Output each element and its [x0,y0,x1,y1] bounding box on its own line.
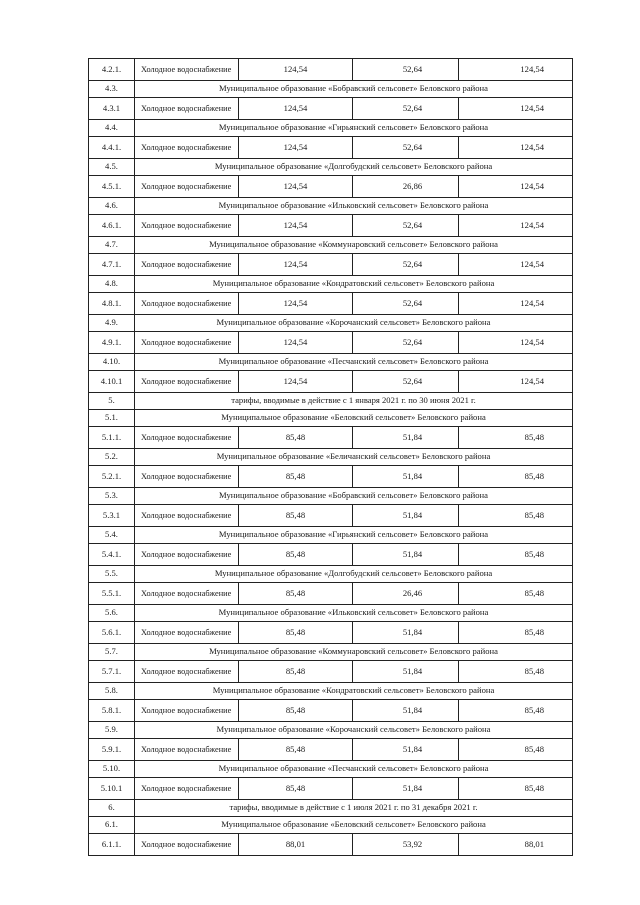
section-title: Муниципальное образование «Песчанский сельсовет» Беловского района [135,761,573,778]
service-name: Холодное водоснабжение [135,834,239,856]
section-title: Муниципальное образование «Беличанский сельсовет» Беловского района [135,449,573,466]
tariff-value-2: 51,84 [353,778,459,800]
row-number: 5.3.1 [89,505,135,527]
tariff-row [89,834,573,856]
service-name: Холодное водоснабжение [135,700,239,722]
tariff-value-2: 51,84 [353,427,459,449]
section-header-row [89,120,573,137]
row-number: 6.1.1. [89,834,135,856]
tariff-value-1: 85,48 [239,505,353,527]
service-name: Холодное водоснабжение [135,427,239,449]
tariff-row [89,293,573,315]
row-number: 4.5.1. [89,176,135,198]
row-number: 5.5.1. [89,583,135,605]
tariff-value-2: 51,84 [353,661,459,683]
row-number: 5.6.1. [89,622,135,644]
section-header-row [89,761,573,778]
row-number: 4.6. [89,198,135,215]
row-number: 4.10.1 [89,371,135,393]
tariff-value-2: 51,84 [353,739,459,761]
tariff-value-1: 124,54 [239,215,353,237]
row-number: 5. [89,393,135,410]
tariff-row [89,622,573,644]
tariff-value-1: 85,48 [239,778,353,800]
section-header-row [89,354,573,371]
tariff-value-1: 85,48 [239,544,353,566]
tariff-value-1: 88,01 [239,834,353,856]
tariff-row [89,254,573,276]
row-number: 5.10.1 [89,778,135,800]
tariff-value-2: 26,46 [353,583,459,605]
section-header-row [89,566,573,583]
tariff-value-2: 51,84 [353,700,459,722]
tariff-value-3: 124,54 [459,293,573,315]
tariff-value-2: 52,64 [353,254,459,276]
section-header-row [89,817,573,834]
tariff-value-2: 51,84 [353,544,459,566]
row-number: 4.8.1. [89,293,135,315]
tariff-value-3: 124,54 [459,137,573,159]
row-number: 4.3.1 [89,98,135,120]
tariff-value-3: 124,54 [459,332,573,354]
tariff-value-3: 85,48 [459,505,573,527]
section-header-row [89,410,573,427]
tariff-row [89,505,573,527]
tariff-value-2: 52,64 [353,137,459,159]
tariff-value-1: 85,48 [239,661,353,683]
tariff-row [89,700,573,722]
tariff-value-2: 26,86 [353,176,459,198]
service-name: Холодное водоснабжение [135,466,239,488]
tariff-value-3: 85,48 [459,544,573,566]
section-title: Муниципальное образование «Песчанский сельсовет» Беловского района [135,354,573,371]
tariff-value-3: 124,54 [459,59,573,81]
tariff-row [89,661,573,683]
tariff-value-1: 124,54 [239,137,353,159]
row-number: 5.7. [89,644,135,661]
tariff-row [89,544,573,566]
tariff-value-3: 85,48 [459,739,573,761]
tariff-value-3: 124,54 [459,176,573,198]
row-number: 5.4.1. [89,544,135,566]
section-header-row [89,393,573,410]
tariff-row [89,137,573,159]
section-title: Муниципальное образование «Коммунаровский сельсовет» Беловского района [135,644,573,661]
service-name: Холодное водоснабжение [135,137,239,159]
row-number: 5.6. [89,605,135,622]
row-number: 4.6.1. [89,215,135,237]
tariff-value-1: 124,54 [239,254,353,276]
row-number: 6. [89,800,135,817]
section-title: Муниципальное образование «Кондратовский сельсовет» Беловского района [135,683,573,700]
row-number: 4.7.1. [89,254,135,276]
row-number: 5.9.1. [89,739,135,761]
tariff-value-3: 85,48 [459,700,573,722]
tariff-value-1: 124,54 [239,176,353,198]
tariff-value-1: 85,48 [239,700,353,722]
service-name: Холодное водоснабжение [135,254,239,276]
tariff-value-2: 52,64 [353,293,459,315]
tariff-value-1: 124,54 [239,332,353,354]
row-number: 4.8. [89,276,135,293]
service-name: Холодное водоснабжение [135,332,239,354]
service-name: Холодное водоснабжение [135,176,239,198]
row-number: 4.5. [89,159,135,176]
section-title: Муниципальное образование «Бобравский сельсовет» Беловского района [135,81,573,98]
row-number: 5.2.1. [89,466,135,488]
tariff-row [89,215,573,237]
tariff-value-2: 52,64 [353,98,459,120]
tariff-value-1: 85,48 [239,739,353,761]
tariff-value-1: 85,48 [239,622,353,644]
row-number: 4.4.1. [89,137,135,159]
tariff-row [89,739,573,761]
section-title: Муниципальное образование «Долгобудский сельсовет» Беловского района [135,566,573,583]
tariff-row [89,176,573,198]
section-header-row [89,527,573,544]
document-page [88,58,572,856]
service-name: Холодное водоснабжение [135,371,239,393]
section-title: Муниципальное образование «Беловский сельсовет» Беловского района [135,817,573,834]
section-title: тарифы, вводимые в действие с 1 января 2021 г. по 30 июня 2021 г. [135,393,573,410]
tariff-value-1: 124,54 [239,98,353,120]
service-name: Холодное водоснабжение [135,739,239,761]
row-number: 6.1. [89,817,135,834]
service-name: Холодное водоснабжение [135,293,239,315]
tariff-value-3: 124,54 [459,98,573,120]
tariff-value-3: 85,48 [459,427,573,449]
service-name: Холодное водоснабжение [135,544,239,566]
row-number: 4.9.1. [89,332,135,354]
row-number: 5.10. [89,761,135,778]
service-name: Холодное водоснабжение [135,778,239,800]
section-header-row [89,488,573,505]
tariff-value-2: 52,64 [353,332,459,354]
tariff-value-1: 124,54 [239,293,353,315]
tariff-row [89,427,573,449]
tariff-value-3: 85,48 [459,661,573,683]
section-header-row [89,683,573,700]
tariff-row [89,466,573,488]
section-header-row [89,276,573,293]
tariff-row [89,98,573,120]
row-number: 5.1. [89,410,135,427]
row-number: 4.7. [89,237,135,254]
row-number: 4.10. [89,354,135,371]
tariff-value-1: 124,54 [239,59,353,81]
row-number: 5.3. [89,488,135,505]
section-header-row [89,800,573,817]
tariff-value-3: 124,54 [459,254,573,276]
row-number: 4.2.1. [89,59,135,81]
tariff-table-body [89,59,573,856]
row-number: 5.8. [89,683,135,700]
tariff-value-3: 85,48 [459,583,573,605]
section-title: Муниципальное образование «Ильковский сельсовет» Беловского района [135,198,573,215]
tariff-row [89,371,573,393]
tariff-value-2: 52,64 [353,371,459,393]
service-name: Холодное водоснабжение [135,98,239,120]
section-title: Муниципальное образование «Гирьянский сельсовет» Беловского района [135,120,573,137]
section-title: Муниципальное образование «Бобравский сельсовет» Беловского района [135,488,573,505]
service-name: Холодное водоснабжение [135,505,239,527]
row-number: 4.9. [89,315,135,332]
tariff-value-3: 124,54 [459,215,573,237]
section-header-row [89,159,573,176]
tariff-value-2: 51,84 [353,622,459,644]
section-header-row [89,315,573,332]
row-number: 4.4. [89,120,135,137]
tariff-row [89,778,573,800]
tariff-value-2: 53,92 [353,834,459,856]
tariff-value-1: 85,48 [239,427,353,449]
service-name: Холодное водоснабжение [135,215,239,237]
service-name: Холодное водоснабжение [135,583,239,605]
service-name: Холодное водоснабжение [135,59,239,81]
row-number: 5.2. [89,449,135,466]
tariff-row [89,583,573,605]
tariff-table [88,58,573,856]
tariff-value-3: 85,48 [459,622,573,644]
service-name: Холодное водоснабжение [135,622,239,644]
section-header-row [89,449,573,466]
section-header-row [89,644,573,661]
section-title: Муниципальное образование «Беловский сельсовет» Беловского района [135,410,573,427]
tariff-value-3: 85,48 [459,778,573,800]
row-number: 5.5. [89,566,135,583]
row-number: 5.9. [89,722,135,739]
tariff-value-1: 85,48 [239,466,353,488]
section-title: Муниципальное образование «Гирьянский сельсовет» Беловского района [135,527,573,544]
row-number: 5.4. [89,527,135,544]
tariff-row [89,59,573,81]
section-header-row [89,605,573,622]
section-header-row [89,722,573,739]
section-title: Муниципальное образование «Долгобудский сельсовет» Беловского района [135,159,573,176]
section-header-row [89,81,573,98]
tariff-value-2: 51,84 [353,466,459,488]
section-header-row [89,237,573,254]
section-header-row [89,198,573,215]
section-title: Муниципальное образование «Кондратовский сельсовет» Беловского района [135,276,573,293]
tariff-value-3: 85,48 [459,466,573,488]
section-title: Муниципальное образование «Корочанский сельсовет» Беловского района [135,722,573,739]
tariff-value-2: 51,84 [353,505,459,527]
tariff-value-1: 124,54 [239,371,353,393]
section-title: Муниципальное образование «Коммунаровский сельсовет» Беловского района [135,237,573,254]
tariff-value-3: 124,54 [459,371,573,393]
service-name: Холодное водоснабжение [135,661,239,683]
tariff-value-2: 52,64 [353,215,459,237]
section-title: тарифы, вводимые в действие с 1 июля 2021 г. по 31 декабря 2021 г. [135,800,573,817]
row-number: 4.3. [89,81,135,98]
section-title: Муниципальное образование «Ильковский сельсовет» Беловского района [135,605,573,622]
section-title: Муниципальное образование «Корочанский сельсовет» Беловского района [135,315,573,332]
row-number: 5.8.1. [89,700,135,722]
tariff-row [89,332,573,354]
tariff-value-2: 52,64 [353,59,459,81]
row-number: 5.1.1. [89,427,135,449]
tariff-value-3: 88,01 [459,834,573,856]
tariff-value-1: 85,48 [239,583,353,605]
row-number: 5.7.1. [89,661,135,683]
